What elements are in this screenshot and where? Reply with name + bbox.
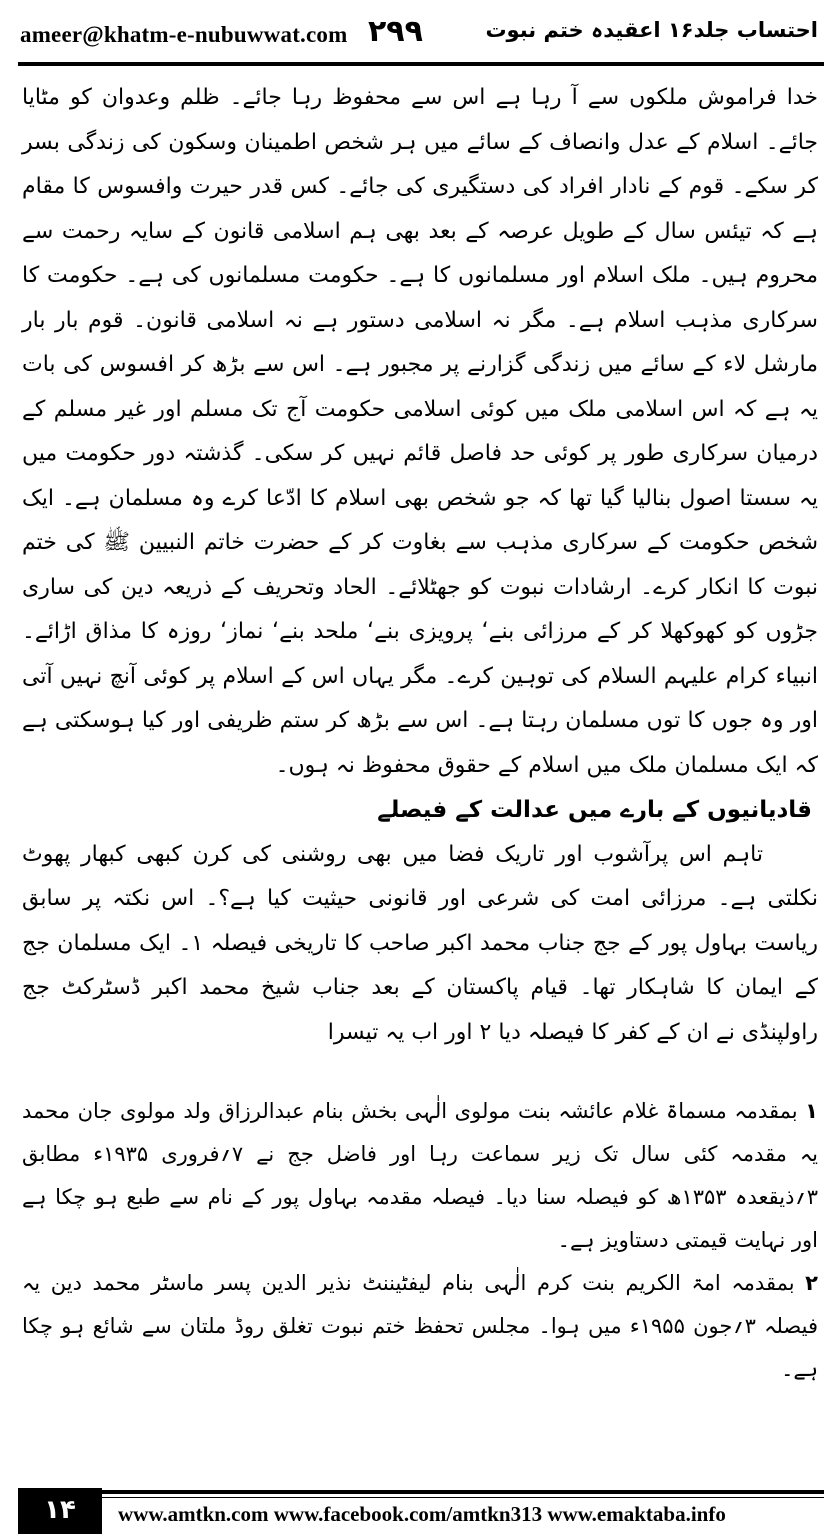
footer-rule-thin — [102, 1497, 824, 1498]
footnotes — [22, 1090, 818, 1450]
header-page-number: ۲۹۹ — [368, 14, 423, 49]
paragraph-2: تاہم اس پرآشوب اور تاریک فضا میں بھی روشنی کی کرن کبھی کبھار پھوٹ نکلتی ہے۔ مرزائی امت کی شرعی اور قانونی حیثیت کیا ہے؟۔ اس نکتہ پر سابق ریاست بہاول پور کے جج جناب محمد اکبر صاحب کا تاریخی فیصلہ ۱۔ ایک مسلمان جج کے ایمان کا شاہکار تھا۔ قیام پاکستان کے بعد جناب شیخ محمد اکبر ڈسٹرکٹ جج راولپنڈی نے ان کے کفر کا فیصلہ دیا ۲ اور اب یہ تیسرا — [22, 841, 818, 1045]
footnote-2 — [22, 1262, 818, 1391]
header-book-title: احتساب جلد۱۶ اعقیدہ ختم نبوت — [485, 18, 818, 42]
header-rule — [18, 62, 824, 66]
footnote-1 — [22, 1090, 818, 1262]
footnote-1-text: بمقدمہ مسماۃ غلام عائشہ بنت مولوی الٰہی بخش بنام عبدالرزاق ولد مولوی جان محمد یہ مقدمہ کئی سال تک زیر سماعت رہا اور فاضل جج نے ۷؍فروری ۱۹۳۵ء مطابق ۳؍ذیقعدہ ۱۳۵۳ھ کو فیصلہ سنا دیا۔ فیصلہ مقدمہ بہاول پور کے نام سے طبع ہو چکا ہے اور نہایت قیمتی دستاویز ہے۔ — [22, 1099, 818, 1252]
footer-urls: www.amtkn.com www.facebook.com/amtkn313 www.emaktaba.info — [118, 1502, 726, 1526]
footnote-2-text: بمقدمہ امۃ الکریم بنت کرم الٰہی بنام لیفٹیننٹ نذیر الدین پسر ماسٹر محمد دین یہ فیصلہ ۳؍جون ۱۹۵۵ء میں ہوا۔ مجلس تحفظ ختم نبوت تغلق روڈ ملتان سے شائع ہو چکا ہے۔ — [22, 1271, 819, 1381]
page-footer — [0, 1486, 840, 1540]
footnote-1-mark: ۱ — [805, 1099, 818, 1123]
section-heading: قادیانیوں کے بارے میں عدالت کے فیصلے — [377, 797, 812, 823]
page-header — [0, 0, 840, 68]
paragraph-1: خدا فراموش ملکوں سے آ رہا ہے اس سے محفوظ رہا جائے۔ ظلم وعدوان کو مٹایا جائے۔ اسلام کے عدل وانصاف کے سائے میں ہر شخص اطمینان وسکون کی زندگی بسر کر سکے۔ قوم کے نادار افراد کی دستگیری کی جائے۔ کس قدر حیرت وافسوس کا مقام ہے کہ تیئس سال کے طویل عرصہ کے بعد بھی ہم اسلامی قانون کے سایہ رحمت سے محروم ہیں۔ ملک اسلام اور مسلمانوں کا ہے۔ حکومت مسلمانوں کی ہے۔ حکومت کا سرکاری مذہب اسلام ہے۔ مگر نہ اسلامی دستور ہے نہ اسلامی قانون۔ قوم بار بار مارشل لاء کے سائے میں زندگی گزارنے پر مجبور ہے۔ اس سے بڑھ کر افسوس کی بات یہ ہے کہ اس اسلامی ملک میں کوئی اسلامی حکومت آج تک مسلم اور غیر مسلم کے درمیان سرکاری طور پر کوئی حد فاصل قائم نہیں کر سکی۔ گذشتہ دور حکومت میں یہ سستا اصول بنالیا گیا تھا کہ جو شخص بھی اسلام کا ادّعا کرے وہ مسلمان ہے۔ ایک شخص حکومت کے سرکاری مذہب سے بغاوت کر کے حضرت خاتم النبیین ﷺ کی ختم نبوت کا انکار کرے۔ ارشادات نبوت کو جھٹلائے۔ الحاد وتحریف کے ذریعہ دین کی ساری جڑوں کو کھوکھلا کر کے مرزائی بنے‘ پرویزی بنے‘ ملحد بنے‘ نماز‘ روزہ کا مذاق اڑائے۔ انبیاء کرام علیہم السلام کی توہین کرے۔ مگر یہاں اس کے اسلام پر کوئی آنچ نہیں آتی اور وہ جوں کا توں مسلمان رہتا ہے۔ اس سے بڑھ کر ستم ظریفی اور کیا ہوسکتی ہے کہ ایک مسلمان ملک میں اسلام کے حقوق محفوظ نہ ہوں۔ — [22, 85, 818, 778]
header-email: ameer@khatm-e-nubuwwat.com — [20, 22, 348, 47]
footer-rule — [102, 1490, 824, 1494]
footer-page-number: ۱۴ — [18, 1488, 102, 1534]
main-text — [22, 76, 818, 1045]
footnote-2-mark: ۲ — [805, 1271, 818, 1295]
